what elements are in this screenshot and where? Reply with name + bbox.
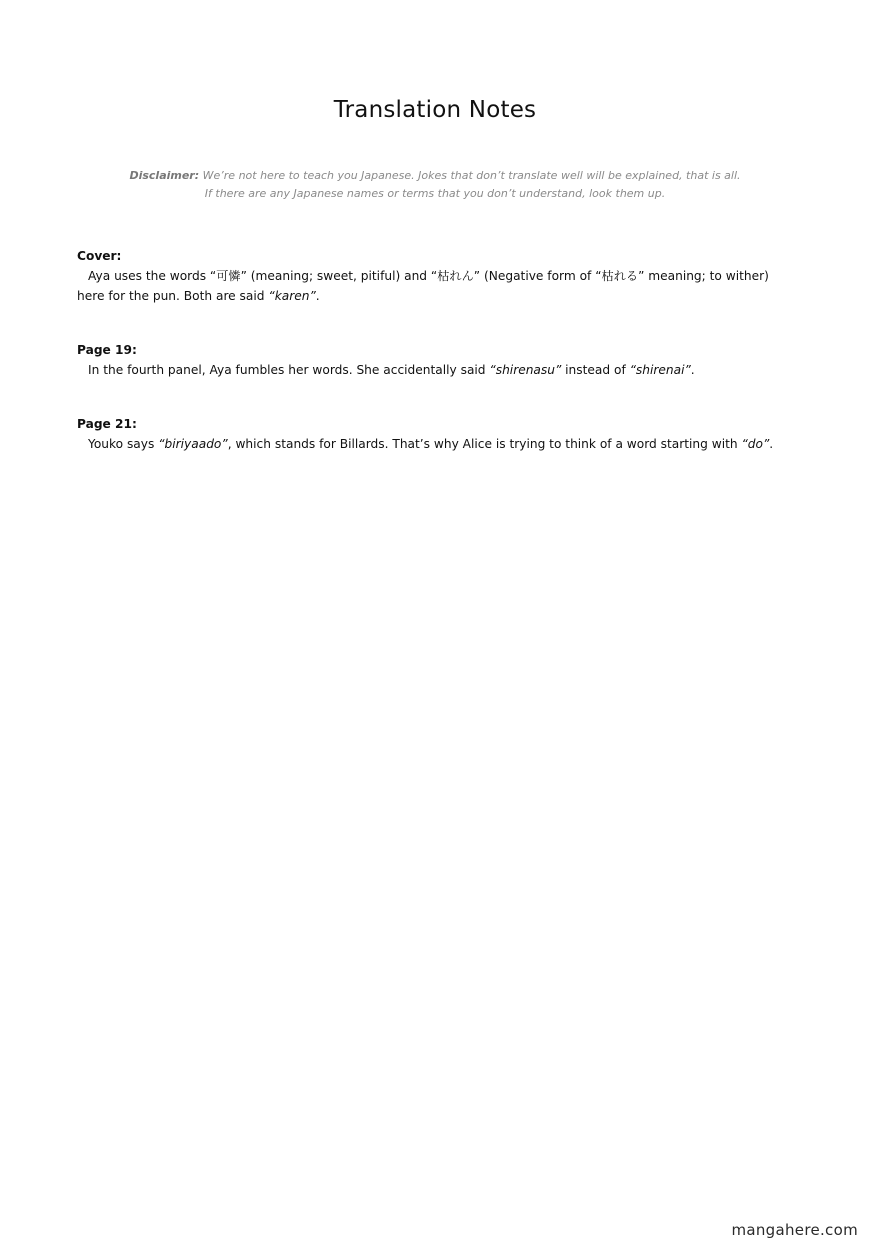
note-text: .: [315, 289, 320, 303]
note-text: Youko says: [88, 437, 159, 451]
disclaimer: [0, 167, 870, 203]
note-cover: [77, 246, 797, 306]
watermark: mangahere.com: [731, 1221, 858, 1239]
note-heading: Cover:: [77, 249, 122, 263]
note-page-19: [77, 340, 797, 380]
note-term: “shirenasu”: [489, 363, 562, 377]
note-heading: Page 21:: [77, 417, 137, 431]
note-heading: Page 19:: [77, 343, 137, 357]
note-text: Aya uses the words “可憐” (meaning; sweet, pitiful) and “枯れん” (Negative form of “枯れる” meaning; to wither) here for the pun. Both are said: [77, 269, 769, 303]
note-term: “karen”: [268, 289, 316, 303]
note-text: .: [769, 437, 774, 451]
disclaimer-text-2: If there are any Japanese names or terms that you don’t understand, look them up.: [204, 187, 666, 200]
disclaimer-line-1: [0, 167, 870, 185]
note-term: “do”: [741, 437, 770, 451]
disclaimer-label: Disclaimer:: [129, 169, 200, 182]
note-term: “shirenai”: [629, 363, 691, 377]
page-title: Translation Notes: [333, 97, 537, 123]
note-body: [77, 266, 797, 306]
note-page-21: [77, 414, 797, 454]
note-text: , which stands for Billards. That’s why Alice is trying to think of a word starting with: [227, 437, 742, 451]
note-text: .: [690, 363, 695, 377]
note-body: [77, 434, 797, 454]
note-term: “biriyaado”: [158, 437, 228, 451]
note-text: In the fourth panel, Aya fumbles her words. She accidentally said: [88, 363, 490, 377]
note-text: instead of: [561, 363, 630, 377]
disclaimer-text-1: We’re not here to teach you Japanese. Jokes that don’t translate well will be explained, that is all.: [199, 169, 741, 182]
note-body: [77, 360, 797, 380]
